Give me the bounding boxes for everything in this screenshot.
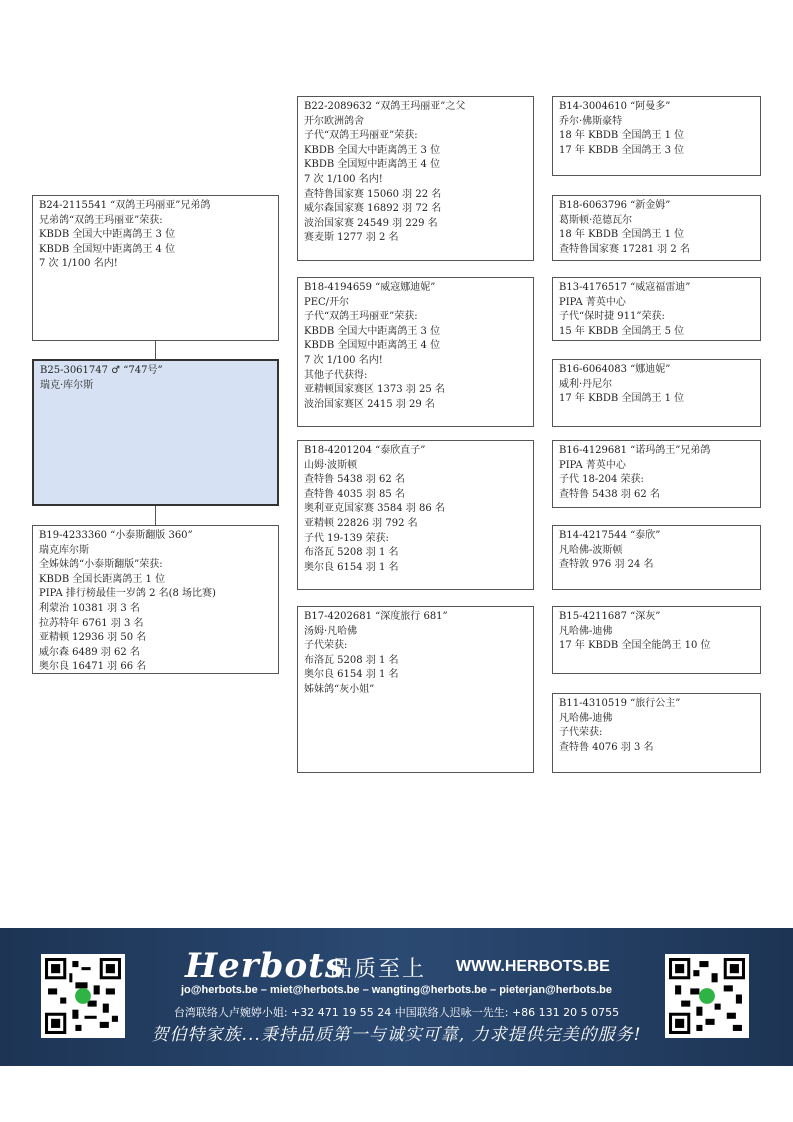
pedigree-line: 亚精顿 22826 羽 792 名	[304, 517, 418, 529]
pedigree-line: 17 年 KBDB 全国全能鸽王 10 位	[559, 640, 711, 652]
pedigree-dam-sire-box	[297, 440, 534, 590]
pedigree-line: 子代 19-139 荣获:	[304, 532, 389, 544]
pedigree-line: B16-6064083 “娜迪妮”	[559, 364, 671, 375]
pedigree-line: 威尔森国家赛 16892 羽 72 名	[304, 203, 442, 215]
pedigree-line: B18-4194659 “威寇娜迪妮”	[304, 282, 436, 293]
pedigree-line: 瑞克·库尔斯	[40, 379, 94, 391]
pedigree-sd-dam-box	[552, 359, 761, 427]
pedigree-subject-box	[32, 359, 279, 506]
pedigree-line: B18-6063796 “新金姆”	[559, 200, 671, 211]
pedigree-line: 子代“双鸽王玛丽亚”荣获:	[304, 130, 418, 142]
pedigree-line: B13-4176517 “威寇福雷迪”	[559, 282, 691, 293]
pedigree-line: 18 年 KBDB 全国鸽王 1 位	[559, 130, 685, 142]
pedigree-line: 查特鲁 5438 羽 62 名	[304, 474, 405, 486]
pedigree-line: 汤姆·凡哈佛	[304, 625, 358, 637]
pedigree-line: B25-3061747 ♂ “747号”	[40, 365, 163, 376]
pedigree-line: 利蒙治 10381 羽 3 名	[39, 602, 140, 614]
pedigree-line: 布洛瓦 5208 羽 1 名	[304, 547, 399, 559]
pedigree-line: 查特鲁国家赛 17281 羽 2 名	[559, 243, 690, 255]
pedigree-line: 姊妹鸽“灰小姐”	[304, 683, 375, 695]
website-link[interactable]: WWW.HERBOTS.BE	[456, 958, 610, 975]
pedigree-line: KBDB 全国大中距离鸽王 3 位	[304, 325, 441, 337]
pedigree-line: 拉苏特年 6761 羽 3 名	[39, 617, 144, 629]
pedigree-line: 亚精顿国家赛区 1373 羽 25 名	[304, 384, 445, 396]
pedigree-line: 18 年 KBDB 全国鸽王 1 位	[559, 229, 685, 241]
pedigree-sd-sire-box	[552, 277, 761, 341]
pedigree-ds-dam-box	[552, 525, 761, 590]
pedigree-line: PIPA 菁英中心	[559, 296, 626, 308]
pedigree-line: 15 年 KBDB 全国鸽王 5 位	[559, 325, 685, 337]
pedigree-line: B22-2089632 “双鸽王玛丽亚”之父	[304, 101, 466, 112]
pedigree-line: PIPA 排行榜最佳一岁鸽 2 名(8 场比赛)	[39, 588, 216, 600]
pedigree-line: KBDB 全国大中距离鸽王 3 位	[304, 144, 441, 156]
pedigree-line: KBDB 全国短中距离鸽王 4 位	[304, 159, 441, 171]
pedigree-line: 凡哈佛-迪佛	[559, 712, 613, 724]
pedigree-line: 奥利亚克国家赛 3584 羽 86 名	[304, 503, 445, 515]
brand-slogan: 品质至上	[330, 957, 427, 982]
pedigree-line: KBDB 全国大中距离鸽王 3 位	[39, 229, 176, 241]
pedigree-dam-box	[32, 525, 279, 674]
pedigree-line: 威尔森 6489 羽 62 名	[39, 646, 140, 658]
pedigree-line: 查特鲁 4076 羽 3 名	[559, 741, 654, 753]
pedigree-line: 亚精顿 12936 羽 50 名	[39, 632, 147, 644]
pedigree-line: 凡哈佛-迪佛	[559, 625, 613, 637]
pedigree-line: 子代荣获:	[304, 640, 348, 652]
contact-emails[interactable]: jo@herbots.be – miet@herbots.be – wangting@herbots.be – pieterjan@herbots.be	[180, 984, 613, 996]
pedigree-line: 奥尔良 16471 羽 66 名	[39, 661, 147, 673]
pedigree-line: 全姊妹鸽“小泰斯翻版”荣获:	[39, 559, 163, 571]
pedigree-sire-box	[32, 195, 279, 341]
pedigree-line: B18-4201204 “泰欣直子”	[304, 445, 426, 456]
pedigree-line: KBDB 全国短中距离鸽王 4 位	[304, 340, 441, 352]
pedigree-line: B17-4202681 “深度旅行 681”	[304, 611, 448, 622]
pedigree-line: 凡哈佛-波斯顿	[559, 544, 623, 556]
connector-line	[155, 505, 156, 526]
pedigree-line: 波治国家赛区 2415 羽 29 名	[304, 398, 435, 410]
footer-banner	[0, 928, 793, 1066]
pedigree-ss-dam-box	[552, 195, 761, 261]
connector-line	[155, 340, 156, 360]
pedigree-dd-sire-box	[552, 606, 761, 674]
pedigree-line: 布洛瓦 5208 羽 1 名	[304, 654, 399, 666]
pedigree-line: B16-4129681 “诺玛鸽王”兄弟鸽	[559, 445, 711, 456]
pedigree-line: B15-4211687 “深灰”	[559, 611, 661, 622]
pedigree-line: 奥尔良 6154 羽 1 名	[304, 561, 399, 573]
pedigree-line: 其他子代获得:	[304, 369, 368, 381]
pedigree-line: 查特敦 976 羽 24 名	[559, 559, 654, 571]
contact-phones: 台湾联络人卢婉婷小姐: +32 471 19 55 24 中国联络人迟咏一先生: +86 131 20 5 0755	[173, 1006, 620, 1019]
pedigree-line: 查特鲁国家赛 15060 羽 22 名	[304, 188, 442, 200]
pedigree-line: 7 次 1/100 名内!	[304, 354, 383, 366]
brand-logo: Herbots	[185, 946, 345, 986]
pedigree-line: 子代“双鸽王玛丽亚”荣获:	[304, 311, 418, 323]
pedigree-line: B24-2115541 “双鸽王玛丽亚”兄弟鸽	[39, 200, 211, 211]
pedigree-dd-dam-box	[552, 693, 761, 773]
pedigree-line: 乔尔·佛斯豪特	[559, 115, 623, 127]
pedigree-line: 查特鲁 4035 羽 85 名	[304, 488, 405, 500]
pedigree-line: 7 次 1/100 名内!	[39, 258, 118, 270]
pedigree-line: 子代“保时捷 911”荣获:	[559, 311, 665, 323]
pedigree-ds-sire-box	[552, 440, 761, 508]
pedigree-line: B14-3004610 “阿曼多”	[559, 101, 671, 112]
pedigree-line: KBDB 全国短中距离鸽王 4 位	[39, 243, 176, 255]
pedigree-line: 兄弟鸽“双鸽王玛丽亚”荣获:	[39, 214, 163, 226]
pedigree-line: 威利·丹尼尔	[559, 378, 613, 390]
pedigree-line: 开尔欧洲鸽舍	[304, 115, 364, 127]
pedigree-line: KBDB 全国长距离鸽王 1 位	[39, 573, 166, 585]
pedigree-line: 子代荣获:	[559, 727, 603, 739]
pedigree-line: 奥尔良 6154 羽 1 名	[304, 669, 399, 681]
pedigree-line: 瑞克库尔斯	[39, 544, 89, 556]
pedigree-line: PIPA 菁英中心	[559, 459, 626, 471]
pedigree-line: 波治国家赛 24549 羽 229 名	[304, 217, 438, 229]
pedigree-line: 7 次 1/100 名内!	[304, 173, 383, 185]
pedigree-sire-dam-box	[297, 277, 534, 427]
pedigree-line: B11-4310519 “旅行公主”	[559, 698, 681, 709]
pedigree-dam-dam-box	[297, 606, 534, 773]
pedigree-line: 查特鲁 5438 羽 62 名	[559, 488, 660, 500]
pedigree-line: 葛斯顿·范德瓦尔	[559, 214, 633, 226]
pedigree-line: 赛麦斯 1277 羽 2 名	[304, 232, 399, 244]
footer-motto: 贺伯特家族...秉持品质第一与诚实可靠, 力求提供完美的服务!	[151, 1025, 642, 1045]
pedigree-line: 子代 18-204 荣获:	[559, 474, 644, 486]
pedigree-sire-sire-box	[297, 96, 534, 261]
pedigree-line: 山姆·波斯顿	[304, 459, 358, 471]
pedigree-line: B14-4217544 “泰欣”	[559, 530, 661, 541]
pedigree-line: B19-4233360 “小泰斯翻版 360”	[39, 530, 193, 541]
pedigree-line: 17 年 KBDB 全国鸽王 3 位	[559, 144, 685, 156]
pedigree-line: PEC/开尔	[304, 296, 350, 308]
pedigree-ss-sire-box	[552, 96, 761, 176]
pedigree-line: 17 年 KBDB 全国鸽王 1 位	[559, 393, 685, 405]
